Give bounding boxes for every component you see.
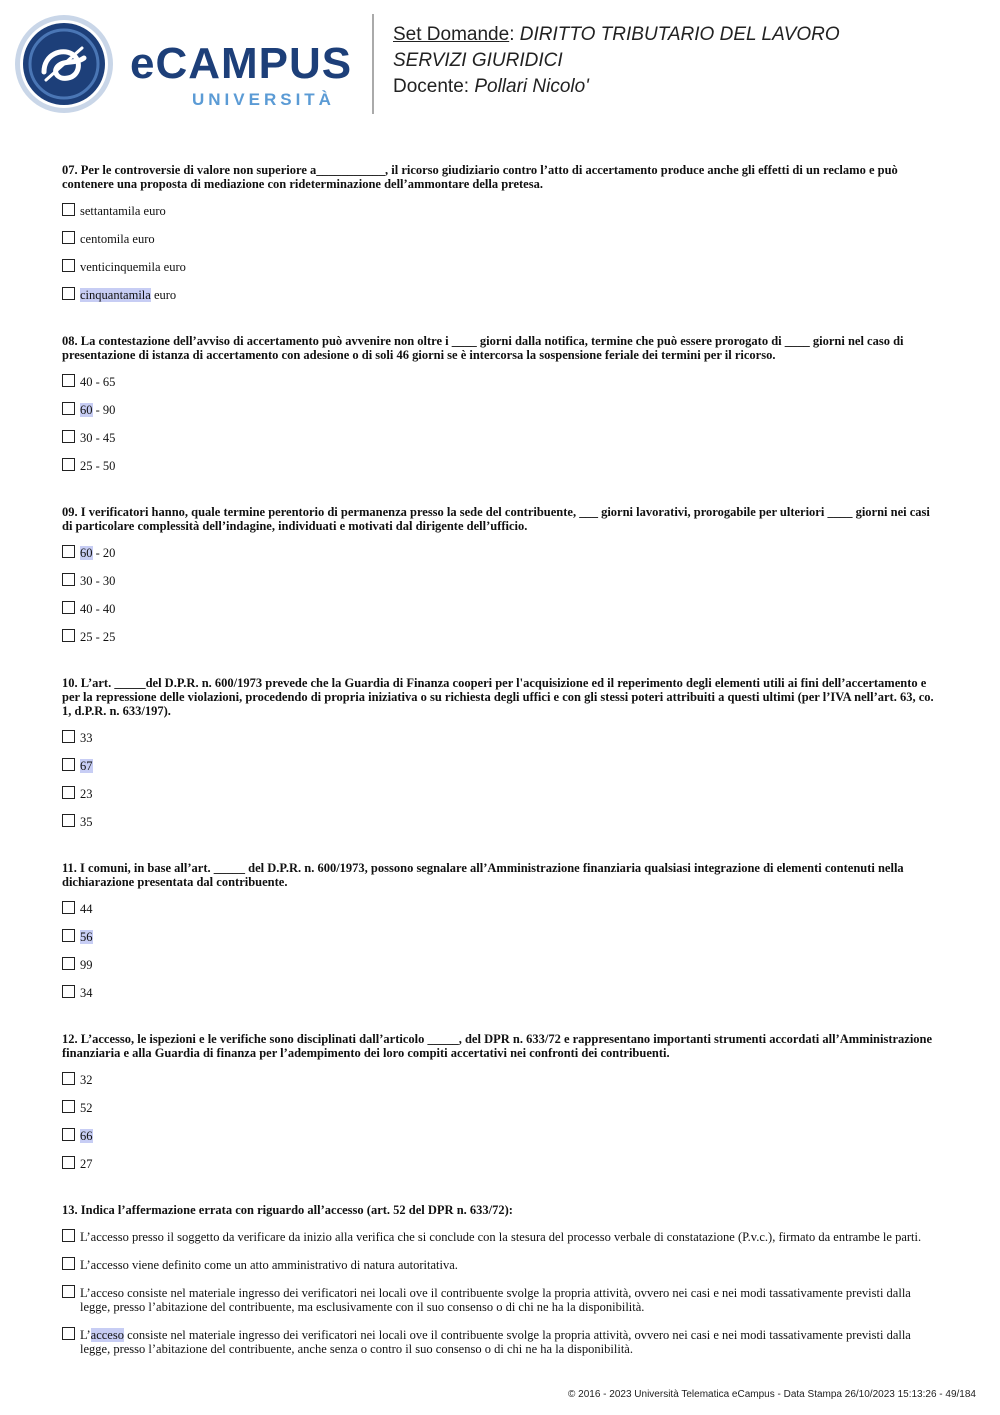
option-text: 40 - 40	[80, 602, 116, 616]
answer-option[interactable]	[62, 431, 942, 445]
question-item	[62, 505, 942, 644]
checkbox-icon[interactable]	[62, 929, 75, 942]
option-text: 30 - 30	[80, 574, 116, 588]
header-info: Set Domande: DIRITTO TRIBUTARIO DEL LAVORO SERVIZI GIURIDICI Docente: Pollari Nicolo'	[393, 24, 840, 97]
checkbox-icon[interactable]	[62, 1128, 75, 1141]
answer-option[interactable]	[62, 204, 942, 218]
answer-option[interactable]	[62, 375, 942, 389]
checkbox-icon[interactable]	[62, 1156, 75, 1169]
option-text: L’	[80, 1328, 91, 1342]
checkbox-icon[interactable]	[62, 374, 75, 387]
answer-option[interactable]	[62, 546, 942, 560]
checkbox-icon[interactable]	[62, 430, 75, 443]
question-text: 11. I comuni, in base all’art. _____ del D.P.R. n. 600/1973, possono segnalare all’Amministrazione finanziaria qualsiasi integrazione di elementi contenuti nella dichiarazione presentata dal contribuente.	[62, 861, 904, 889]
answer-option[interactable]	[62, 731, 942, 745]
page-header	[0, 0, 1000, 130]
checkbox-icon[interactable]	[62, 1100, 75, 1113]
checkbox-icon[interactable]	[62, 545, 75, 558]
option-text: 25 - 25	[80, 630, 116, 644]
option-text: 52	[80, 1101, 93, 1115]
highlighted-answer-text: 56	[80, 930, 93, 944]
answer-option[interactable]	[62, 815, 942, 829]
checkbox-icon[interactable]	[62, 814, 75, 827]
option-text: centomila euro	[80, 232, 155, 246]
answer-option[interactable]	[62, 930, 942, 944]
checkbox-icon[interactable]	[62, 758, 75, 771]
checkbox-icon[interactable]	[62, 730, 75, 743]
answer-option[interactable]	[62, 288, 942, 302]
question-item	[62, 861, 942, 1000]
checkbox-icon[interactable]	[62, 1257, 75, 1270]
question-item	[62, 1203, 942, 1356]
highlighted-answer-text: 60	[80, 546, 93, 560]
answer-option[interactable]	[62, 1258, 942, 1272]
option-text: 44	[80, 902, 93, 916]
checkbox-icon[interactable]	[62, 629, 75, 642]
header-divider	[372, 14, 374, 114]
checkbox-icon[interactable]	[62, 1072, 75, 1085]
answer-option[interactable]	[62, 759, 942, 773]
docente-label: Docente:	[393, 76, 470, 97]
question-text: 09. I verificatori hanno, quale termine perentorio di permanenza presso la sede del contribuente, ___ giorni lavorativi, prorogabile per ulteriori ____ giorni nei casi di particolare complessità dell’indagine, individuati e motivati dal dirigente dell’ufficio.	[62, 505, 930, 533]
checkbox-icon[interactable]	[62, 601, 75, 614]
highlighted-answer-text: 66	[80, 1129, 93, 1143]
option-text: 40 - 65	[80, 375, 116, 389]
option-text: - 90	[92, 403, 116, 417]
answer-option[interactable]	[62, 260, 942, 274]
answer-option[interactable]	[62, 459, 942, 473]
answer-option[interactable]	[62, 403, 942, 417]
checkbox-icon[interactable]	[62, 1327, 75, 1340]
option-text: 25 - 50	[80, 459, 116, 473]
option-text: 32	[80, 1073, 93, 1087]
checkbox-icon[interactable]	[62, 402, 75, 415]
checkbox-icon[interactable]	[62, 287, 75, 300]
checkbox-icon[interactable]	[62, 203, 75, 216]
question-text: 10. L’art. _____del D.P.R. n. 600/1973 prevede che la Guardia di Finanza cooperi per l'acquisizione ed il reperimento degli elementi utili ai fini dell’accertamento e per la repressione delle violazioni, procedendo di propria iniziativa o su richiesta degli uffici e con gli stessi poteri attribuiti a questi ultimi (per l’IVA nell’art. 63, co. 1, d.P.R. n. 633/197).	[62, 676, 934, 718]
question-item	[62, 163, 942, 302]
brand-subtitle: UNIVERSITÀ	[192, 90, 335, 109]
option-text: 35	[80, 815, 93, 829]
checkbox-icon[interactable]	[62, 901, 75, 914]
question-text: 12. L’accesso, le ispezioni e le verifiche sono disciplinati dall’articolo _____, del DPR n. 633/72 e rappresentano importanti strumenti accordati all’Amministrazione finanziaria e alla Guardia di finanza per l’adempimento dei loro compiti accertativi nei confronti dei contribuenti.	[62, 1032, 933, 1060]
answer-option[interactable]	[62, 1328, 942, 1356]
checkbox-icon[interactable]	[62, 458, 75, 471]
option-text: 30 - 45	[80, 431, 116, 445]
option-text: 34	[80, 986, 93, 1000]
highlighted-answer-text: 67	[80, 759, 93, 773]
answer-option[interactable]	[62, 958, 942, 972]
option-text: venticinquemila euro	[80, 260, 186, 274]
set-label: Set Domande	[393, 24, 510, 45]
option-text: 23	[80, 787, 93, 801]
answer-option[interactable]	[62, 902, 942, 916]
highlighted-answer-text: acceso	[90, 1328, 124, 1342]
highlighted-answer-text: cinquantamila	[80, 288, 151, 302]
question-text: 13. Indica l’affermazione errata con riguardo all’accesso (art. 52 del DPR n. 633/72):	[62, 1203, 513, 1217]
question-item	[62, 334, 942, 473]
answer-option[interactable]	[62, 986, 942, 1000]
checkbox-icon[interactable]	[62, 231, 75, 244]
answer-option[interactable]	[62, 1157, 942, 1171]
answer-option[interactable]	[62, 1101, 942, 1115]
answer-option[interactable]	[62, 1286, 942, 1314]
option-text: consiste nel materiale ingresso dei verificatori nei locali ove il contribuente svolge la propria attività, ovvero nei casi e nei modi tassativamente previsti dalla legge, presso l’abitazione del contribuente, anche senza o contro il suo consenso o di chi ne ha la disponibilità.	[80, 1328, 911, 1356]
answer-option[interactable]	[62, 232, 942, 246]
page-footer: © 2016 - 2023 Università Telematica eCampus - Data Stampa 26/10/2023 15:13:26 - 49/184	[568, 1389, 976, 1400]
ecampus-logo-icon	[14, 14, 114, 114]
option-text: 27	[80, 1157, 93, 1171]
checkbox-icon[interactable]	[62, 1285, 75, 1298]
answer-option[interactable]	[62, 1230, 942, 1244]
checkbox-icon[interactable]	[62, 259, 75, 272]
highlighted-answer-text: 60	[80, 403, 93, 417]
answer-option[interactable]	[62, 787, 942, 801]
option-text: L’accesso presso il soggetto da verificare da inizio alla verifica che si conclude con la stesura del processo verbale di constatazione (P.v.c.), firmato da entrambe le parti.	[80, 1230, 922, 1244]
option-text: 33	[80, 731, 93, 745]
subject-line-2: SERVIZI GIURIDICI	[393, 50, 563, 71]
checkbox-icon[interactable]	[62, 573, 75, 586]
brand-name: eCAMPUS	[130, 39, 353, 88]
question-item	[62, 676, 942, 829]
docente-name: Pollari Nicolo'	[474, 76, 589, 97]
checkbox-icon[interactable]	[62, 786, 75, 799]
checkbox-icon[interactable]	[62, 1229, 75, 1242]
question-text: 08. La contestazione dell’avviso di accertamento può avvenire non oltre i ____ giorni dalla notifica, termine che può essere prorogato di ____ giorni nel caso di presentazione di istanza di accertamento con adesione o di soli 46 giorni se è intercorsa la sospensione feriale dei termini per il ricorso.	[62, 334, 904, 362]
option-text: L’accesso viene definito come un atto amministrativo di natura autoritativa.	[80, 1258, 458, 1272]
checkbox-icon[interactable]	[62, 957, 75, 970]
option-text: euro	[150, 288, 177, 302]
subject-line-1: DIRITTO TRIBUTARIO DEL LAVORO	[519, 24, 840, 45]
answer-option[interactable]	[62, 602, 942, 616]
question-item	[62, 1032, 942, 1171]
option-text: L’acceso consiste nel materiale ingresso dei verificatori nei locali ove il contribuente svolge la propria attività, ovvero nei casi e nei modi tassativamente previsti dalla legge, presso l’abitazione del contribuente, ma esclusivamente con il suo consenso o di chi ne ha la disponibilità.	[80, 1286, 911, 1314]
question-list	[62, 163, 942, 1388]
answer-option[interactable]	[62, 1073, 942, 1087]
checkbox-icon[interactable]	[62, 985, 75, 998]
question-text: 07. Per le controversie di valore non superiore a___________, il ricorso giudiziario contro l’atto di accertamento produce anche gli effetti di un reclamo e può contenere una proposta di mediazione con rideterminazione dell’ammontare della pretesa.	[62, 163, 898, 191]
option-text: 99	[80, 958, 93, 972]
answer-option[interactable]	[62, 630, 942, 644]
option-text: settantamila euro	[80, 204, 166, 218]
answer-option[interactable]	[62, 574, 942, 588]
option-text: - 20	[92, 546, 116, 560]
answer-option[interactable]	[62, 1129, 942, 1143]
